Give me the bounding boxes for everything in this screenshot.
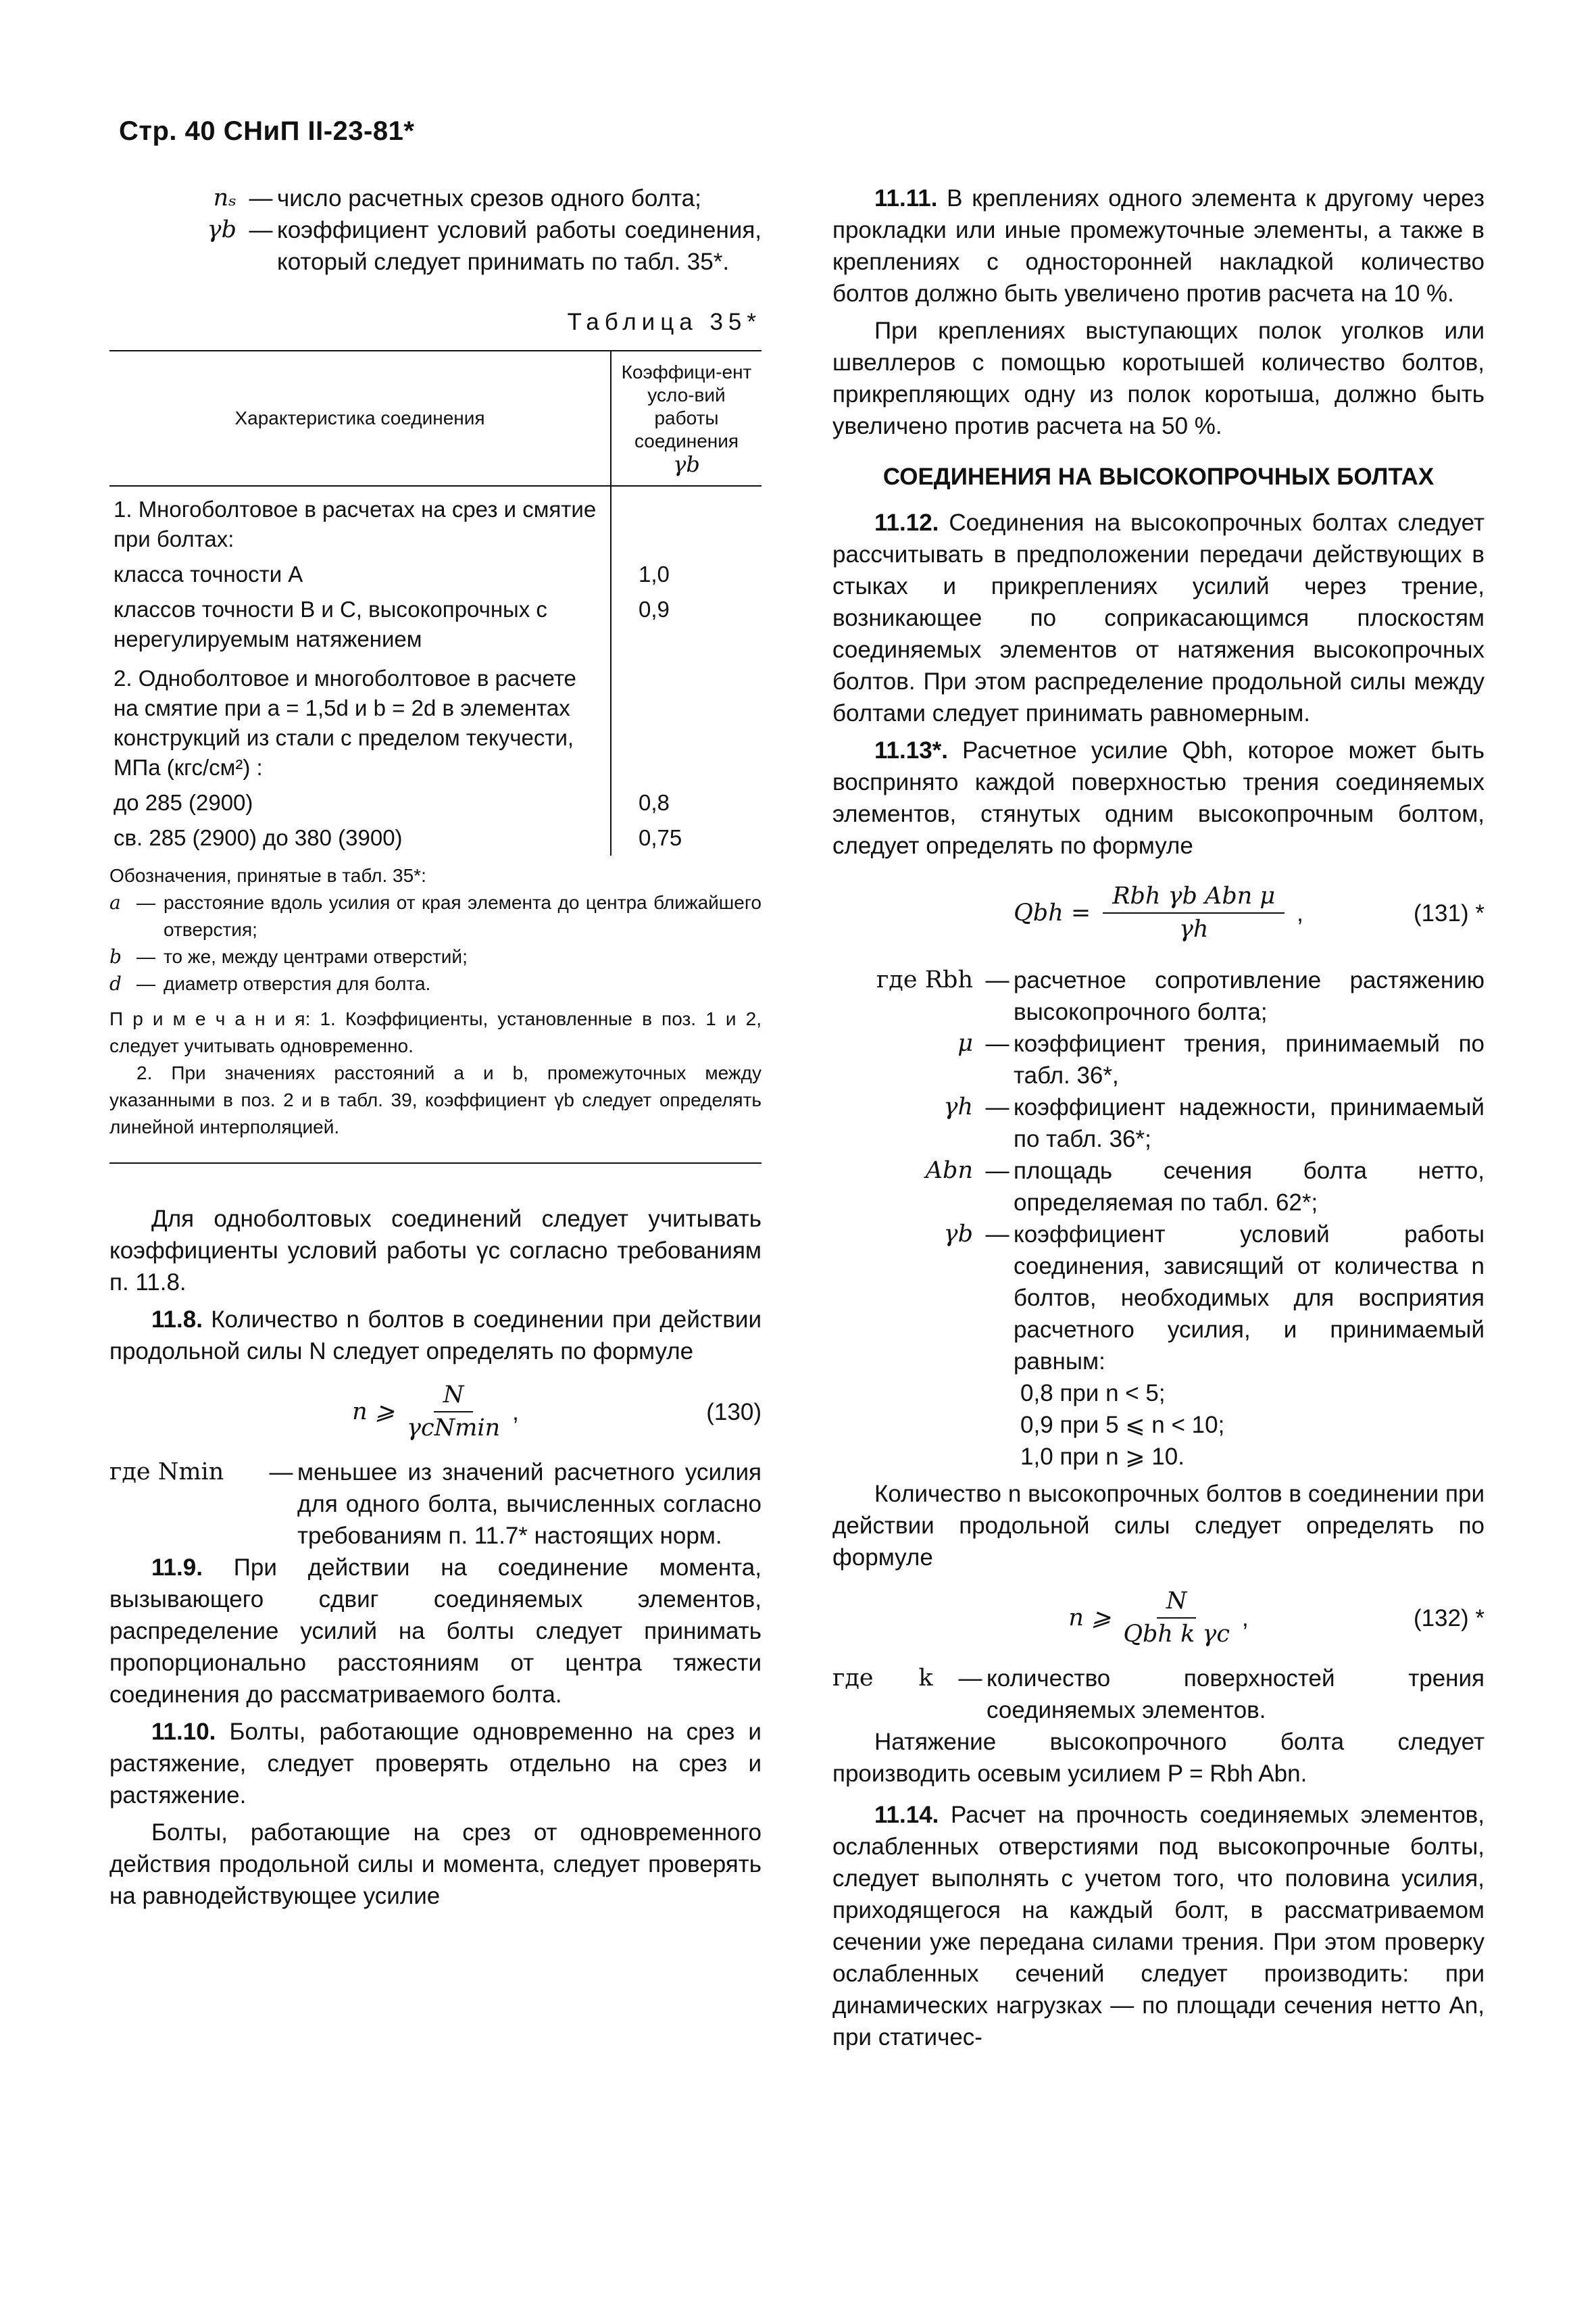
paragraph-11-14	[832, 1799, 1485, 2053]
dash: —	[136, 892, 155, 913]
dash: —	[269, 1459, 293, 1485]
table-cell-characteristic: св. 285 (2900) до 380 (3900)	[109, 820, 611, 856]
table-cell-characteristic: классов точности В и С, высокопрочных с нерегулируемым натяжением	[109, 592, 611, 657]
table-cell-characteristic: класса точности А	[109, 557, 611, 592]
definition-symbol: где k	[832, 1665, 933, 1692]
table-caption: Таблица 35*	[567, 309, 762, 335]
formula-130	[109, 1379, 762, 1444]
clause-number: 11.8.	[151, 1306, 203, 1333]
formula-fraction	[1123, 1585, 1230, 1650]
paragraph-11-10	[109, 1716, 762, 1811]
table-header-characteristic: Характеристика соединения	[109, 351, 611, 486]
definition-symbol: γb	[943, 1221, 973, 1248]
paragraph-11-12	[832, 507, 1485, 729]
definition-row	[832, 1091, 1485, 1155]
definition-symbol: где Nmin	[109, 1458, 224, 1485]
clause-text: В креплениях одного элемента к другому через прокладки или иные промежуточные элементы, а также в креплениях с односторонней накладкой количество болтов должно быть увеличено против расчета на 10 %.	[832, 185, 1485, 307]
where-definition	[832, 1663, 1485, 1726]
formula-denominator: γh	[1178, 916, 1209, 943]
equation-number: (131) *	[1413, 900, 1485, 927]
formula-comma: ,	[512, 1398, 519, 1425]
symbol-definitions	[832, 964, 1485, 1377]
formula-131	[832, 881, 1485, 945]
definition-symbol: nₛ	[213, 184, 236, 212]
where-definition	[109, 1456, 762, 1552]
equation-number: (132) *	[1413, 1604, 1485, 1631]
separator-line	[109, 1162, 762, 1164]
page-header: Стр. 40 СНиП II-23-81*	[119, 116, 415, 146]
paragraph: Для одноболтовых соединений следует учитывать коэффициенты условий работы γc согласно требованиям п. 11.8.	[109, 1206, 762, 1296]
table-cell-value: 0,75	[639, 825, 682, 850]
formula-132	[832, 1585, 1485, 1650]
table-cell-characteristic: 1. Многоболтовое в расчетах на срез и смятие при болтах:	[109, 486, 611, 557]
paragraph: Болты, работающие на срез от одновременного действия продольной силы и момента, следует проверять на равнодействующее усилие	[109, 1819, 762, 1909]
clause-number: 11.14.	[874, 1802, 939, 1828]
definition-text: расчетное сопротивление растяжению высокопрочного болта;	[1014, 967, 1485, 1025]
definition-symbol: γh	[943, 1093, 973, 1121]
clause-number: 11.12.	[874, 510, 939, 536]
definition-symbol: γb	[207, 216, 236, 243]
definition-text: меньшее из значений расчетного усилия для одного болта, вычисленных согласно требованиям п. 11.7* настоящих норм.	[297, 1459, 762, 1549]
symbol-definitions	[109, 182, 762, 278]
formula-lhs: n ⩾	[352, 1398, 395, 1425]
clause-text: Болты, работающие одновременно на срез и растяжение, следует проверять отдельно на срез и растяжение.	[109, 1719, 762, 1808]
table-notes	[109, 862, 762, 1141]
definition-row	[832, 1028, 1485, 1091]
table-cell-value	[611, 657, 762, 785]
clause-number: 11.13*.	[874, 737, 948, 764]
clause-text: Расчет на прочность соединяемых элементов, ослабленных отверстиями под высокопрочные болты, следует выполнять с учетом того, что половина усилия, приходящегося на каждый болт, в рассматриваемом сечении уже передана силами трения. При этом проверку ослабленных сечений следует производить: при динамических нагрузках — по площади сечения нетто An, при статичес-	[832, 1802, 1485, 2050]
table-row	[109, 657, 762, 785]
formula-comma: ,	[1297, 900, 1303, 927]
coefficient-values	[832, 1377, 1485, 1473]
paragraph-11-11	[832, 182, 1485, 310]
dash: —	[958, 1665, 982, 1692]
paragraph-11-13	[832, 735, 1485, 862]
dash: —	[985, 1094, 1009, 1121]
table-header-coefficient	[611, 351, 762, 486]
coefficient-table	[109, 350, 762, 856]
definition-text: коэффициент надежности, принимаемый по табл. 36*;	[1014, 1094, 1485, 1152]
dash: —	[249, 185, 273, 212]
formula-numerator: N	[1157, 1585, 1197, 1619]
table-row	[109, 486, 762, 557]
paragraph: При креплениях выступающих полок уголков или швеллеров с помощью коротышей количество болтов, прикрепляющих одну из полок коротыша, должно быть увеличено против расчета на 50 %.	[832, 318, 1485, 439]
coefficient-value: 1,0 при n ⩾ 10.	[1020, 1444, 1184, 1470]
note-symbol: a	[109, 891, 121, 914]
table-header-coefficient-symbol: γb	[673, 451, 700, 477]
table-row	[109, 785, 762, 820]
formula-numerator: Rbh γb Abn μ	[1103, 881, 1285, 914]
note-text: то же, между центрами отверстий;	[164, 946, 468, 967]
definition-row	[832, 1155, 1485, 1218]
note-symbol: b	[109, 945, 122, 968]
formula-numerator: N	[434, 1379, 474, 1412]
clause-text: Количество n болтов в соединении при действии продольной силы N следует определять по формуле	[109, 1306, 762, 1364]
dash: —	[249, 217, 273, 243]
formula-fraction	[1103, 881, 1285, 945]
table-row	[109, 592, 762, 657]
note-row	[109, 970, 762, 998]
definition-symbol: где Rbh	[876, 966, 973, 993]
definition-row	[109, 214, 762, 278]
table-cell-value: 1,0	[639, 562, 670, 587]
table-header-coefficient-text: Коэффици-ент усло-вий работы соединения	[621, 362, 752, 451]
formula-lhs: Qbh =	[1014, 899, 1091, 927]
table-row	[109, 557, 762, 592]
dash: —	[136, 973, 155, 994]
definition-text: коэффициент условий работы соединения, который следует принимать по табл. 35*.	[277, 217, 762, 275]
note-text: диаметр отверстия для болта.	[164, 973, 431, 994]
equation-number: (130)	[706, 1398, 762, 1425]
section-heading: СОЕДИНЕНИЯ НА ВЫСОКОПРОЧНЫХ БОЛТАХ	[882, 464, 1435, 490]
note-symbol: d	[109, 973, 122, 995]
formula-denominator: Qbh k γc	[1123, 1621, 1230, 1648]
notes-title: Обозначения, принятые в табл. 35*:	[109, 865, 426, 886]
clause-number: 11.10.	[151, 1719, 216, 1745]
table-cell-value: 0,8	[639, 790, 670, 815]
formula-denominator: γcNmin	[407, 1414, 501, 1442]
dash: —	[985, 1158, 1009, 1184]
definition-text: коэффициент трения, принимаемый по табл. 36*,	[1014, 1031, 1485, 1089]
clause-number: 11.9.	[151, 1554, 203, 1581]
formula-fraction	[407, 1379, 500, 1444]
definition-text: площадь сечения болта нетто, определяемая по табл. 62*;	[1014, 1158, 1485, 1216]
dash: —	[985, 1031, 1009, 1057]
definition-row	[109, 182, 762, 214]
paragraph: Количество n высокопрочных болтов в соединении при действии продольной силы следует определять по формуле	[832, 1481, 1485, 1571]
definition-symbol: Abn	[925, 1157, 973, 1184]
definition-row	[109, 1456, 762, 1552]
note-row	[109, 889, 762, 943]
definition-text: коэффициент условий работы соединения, зависящий от количества n болтов, необходимых для восприятия расчетного усилия, и принимаемый равным:	[1014, 1221, 1485, 1375]
definition-row	[832, 1663, 1485, 1726]
paragraph-11-8	[109, 1304, 762, 1367]
clause-number: 11.11.	[874, 185, 938, 212]
dash: —	[985, 967, 1009, 993]
definition-text: число расчетных срезов одного болта;	[277, 185, 701, 212]
paragraph: Натяжение высокопрочного болта следует производить осевым усилием P = Rbh Abn.	[832, 1729, 1485, 1787]
table-cell-value	[611, 486, 762, 557]
definition-row	[832, 1218, 1485, 1377]
definition-text: количество поверхностей трения соединяемых элементов.	[987, 1665, 1485, 1723]
definition-row	[832, 964, 1485, 1028]
right-column	[832, 182, 1485, 2059]
clause-text: Расчетное усилие Qbh, которое может быть воспринято каждой поверхностью трения соединяемых элементов, стянутых одним высокопрочным болтом, следует определять по формуле	[832, 737, 1485, 859]
dash: —	[985, 1221, 1009, 1248]
remark-2: 2. При значениях расстояний a и b, промежуточных между указанными в поз. 2 и в табл. 39, коэффициент γb следует определять линейной интерполяцией.	[109, 1062, 762, 1137]
dash: —	[136, 946, 155, 967]
table-row	[109, 820, 762, 856]
left-column	[109, 182, 762, 1917]
clause-text: Соединения на высокопрочных болтах следует рассчитывать в предположении передачи действующих в стыках и прикреплениях усилий через трение, возникающее по соприкасающимся плоскостям соединяемых элементов от натяжения высокопрочных болтов. При этом распределение продольной силы между болтами следует принимать равномерным.	[832, 510, 1485, 727]
paragraph-11-9	[109, 1552, 762, 1710]
table-cell-characteristic: 2. Одноболтовое и многоболтовое в расчете на смятие при a = 1,5d и b = 2d в элементах конструкций из стали с пределом текучести, МПа (кгс/см²) :	[109, 657, 611, 785]
formula-comma: ,	[1241, 1604, 1249, 1631]
formula-lhs: n ⩾	[1068, 1604, 1112, 1631]
remark-1: П р и м е ч а н и я: 1. Коэффициенты, установленные в поз. 1 и 2, следует учитывать одновременно.	[109, 1008, 762, 1056]
note-text: расстояние вдоль усилия от края элемента до центра ближайшего отверстия;	[164, 892, 762, 940]
coefficient-value: 0,8 при n < 5;	[1020, 1380, 1166, 1406]
table-cell-characteristic: до 285 (2900)	[109, 785, 611, 820]
table-cell-value: 0,9	[639, 597, 670, 622]
coefficient-value: 0,9 при 5 ⩽ n < 10;	[1020, 1412, 1225, 1438]
note-row	[109, 943, 762, 970]
definition-symbol: μ	[957, 1030, 973, 1057]
clause-text: При действии на соединение момента, вызывающего сдвиг соединяемых элементов, распределение усилий на болты следует принимать пропорционально расстояниям от центра тяжести соединения до рассматриваемого болта.	[109, 1554, 762, 1708]
